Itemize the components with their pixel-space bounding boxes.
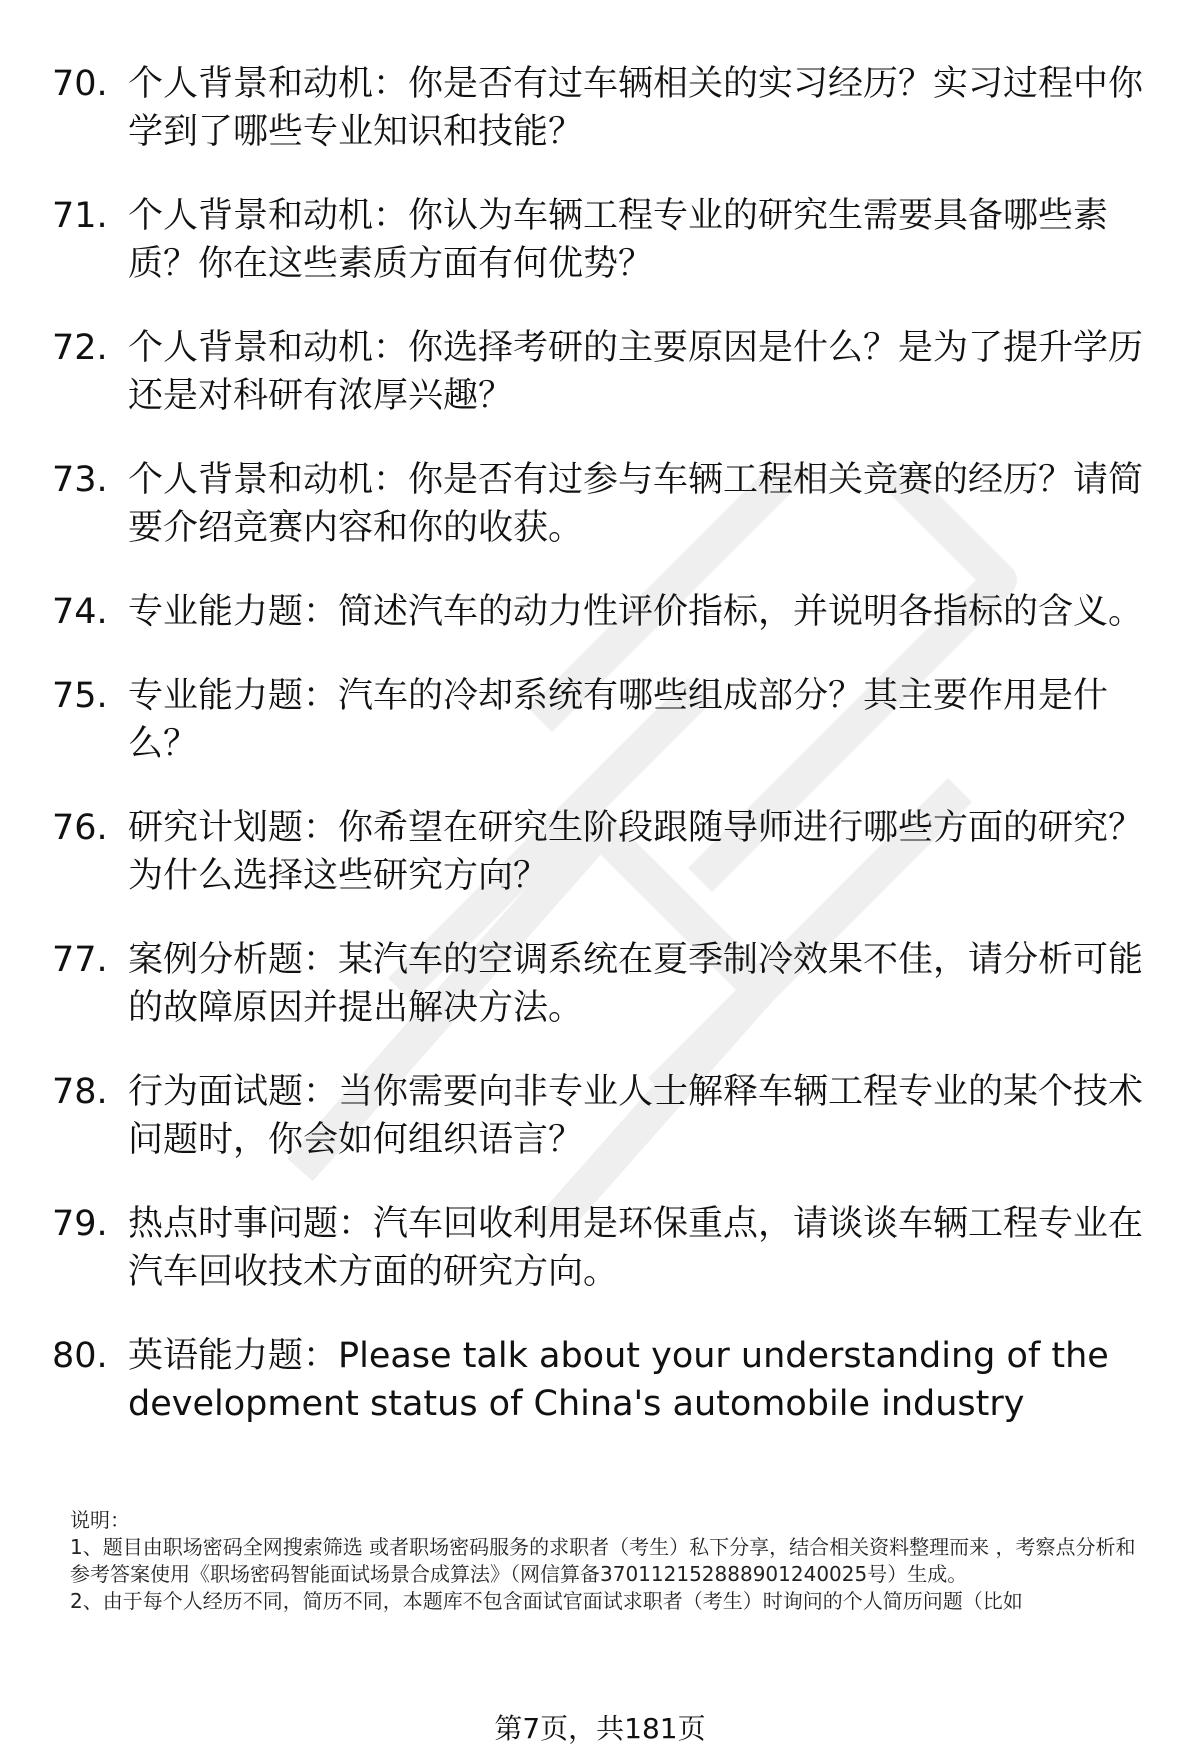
question-item — [52, 60, 1162, 156]
question-item — [52, 804, 1162, 900]
question-number: 78. — [52, 1072, 108, 1112]
question-number: 80. — [52, 1336, 108, 1376]
page-number: 第7页，共181页 — [494, 1712, 706, 1745]
question-item — [52, 936, 1162, 1032]
question-text: 专业能力题：汽车的冷却系统有哪些组成部分？其主要作用是什么？ — [128, 676, 1109, 764]
question-text: 英语能力题：Please talk about your understanding of the development status of China's automobile industry — [128, 1336, 1109, 1424]
question-number: 71. — [52, 196, 108, 236]
notes-section — [70, 1507, 1155, 1615]
question-item — [52, 1332, 1162, 1428]
question-text: 行为面试题：当你需要向非专业人士解释车辆工程专业的某个技术问题时，你会如何组织语言？ — [128, 1072, 1144, 1160]
question-number: 72. — [52, 328, 108, 368]
question-number: 77. — [52, 940, 108, 980]
note-item-1: 1、题目由职场密码全网搜索筛选 或者职场密码服务的求职者（考生）私下分享，结合相关资料整理而来 ，考察点分析和参考答案使用《职场密码智能面试场景合成算法》（网信算备370112152888901240025号）生成。 — [70, 1535, 1136, 1586]
question-text: 个人背景和动机：你是否有过车辆相关的实习经历？实习过程中你学到了哪些专业知识和技能？ — [128, 64, 1144, 152]
question-number: 75. — [52, 676, 108, 716]
question-item — [52, 1068, 1162, 1164]
question-text: 热点时事问题：汽车回收利用是环保重点，请谈谈车辆工程专业在汽车回收技术方面的研究方向。 — [128, 1204, 1144, 1292]
question-item — [52, 672, 1162, 768]
question-item — [52, 456, 1162, 552]
question-number: 73. — [52, 460, 108, 500]
note-item-2: 2、由于每个人经历不同，简历不同，本题库不包含面试官面试求职者（考生）时询问的个人简历问题（比如 — [70, 1589, 1023, 1613]
question-text: 专业能力题：简述汽车的动力性评价指标，并说明各指标的含义。 — [128, 592, 1144, 632]
question-number: 76. — [52, 808, 108, 848]
question-item — [52, 588, 1162, 636]
question-item — [52, 192, 1162, 288]
notes-title: 说明： — [70, 1508, 130, 1532]
question-text: 个人背景和动机：你认为车辆工程专业的研究生需要具备哪些素质？你在这些素质方面有何优势？ — [128, 196, 1109, 284]
question-item — [52, 324, 1162, 420]
question-item — [52, 1200, 1162, 1296]
question-text: 个人背景和动机：你选择考研的主要原因是什么？是为了提升学历还是对科研有浓厚兴趣？ — [128, 328, 1144, 416]
question-text: 案例分析题：某汽车的空调系统在夏季制冷效果不佳，请分析可能的故障原因并提出解决方法。 — [128, 940, 1144, 1028]
question-list — [52, 60, 1162, 1464]
question-number: 79. — [52, 1204, 108, 1244]
question-text: 研究计划题：你希望在研究生阶段跟随导师进行哪些方面的研究？为什么选择这些研究方向？ — [128, 808, 1144, 896]
question-number: 74. — [52, 592, 108, 632]
question-text: 个人背景和动机：你是否有过参与车辆工程相关竞赛的经历？请简要介绍竞赛内容和你的收获。 — [128, 460, 1144, 548]
question-number: 70. — [52, 64, 108, 104]
